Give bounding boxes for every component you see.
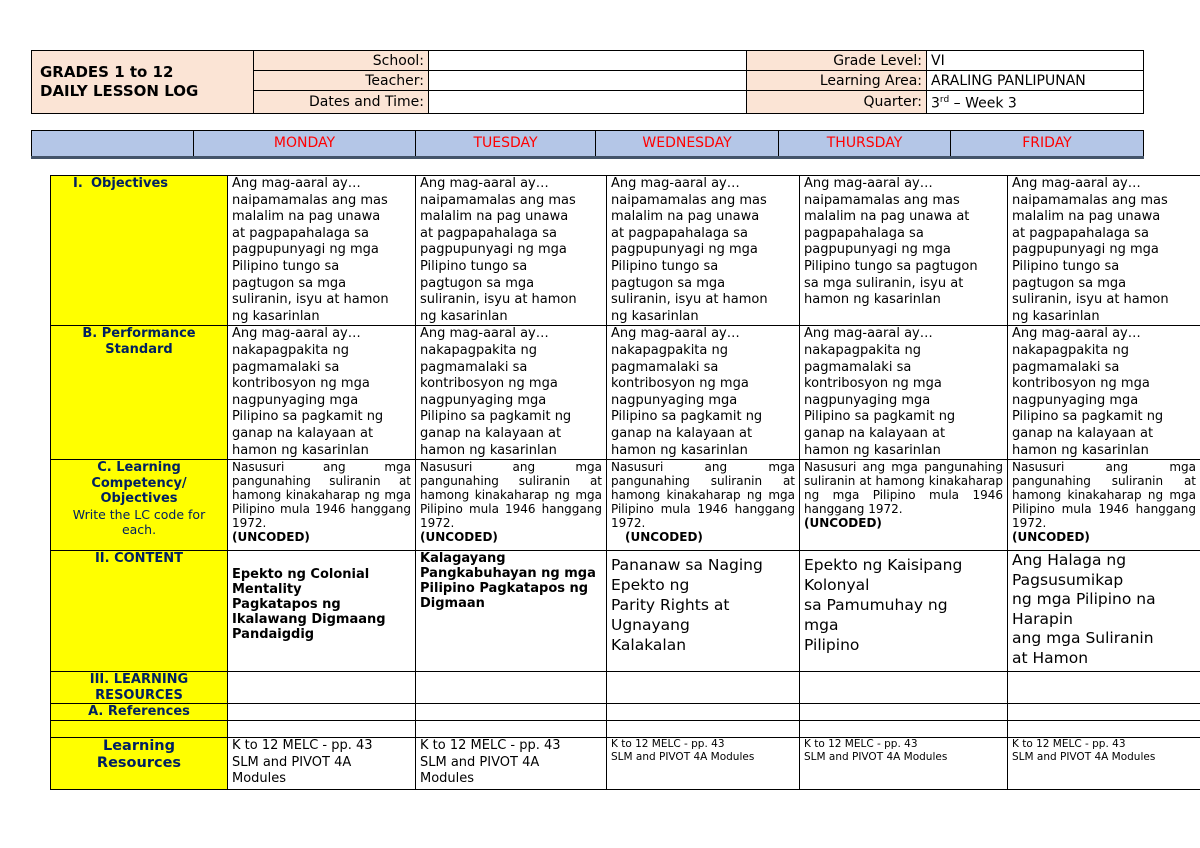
quarter-number: 3 — [931, 95, 940, 112]
references-monday[interactable] — [228, 704, 416, 721]
references-tuesday[interactable] — [416, 704, 607, 721]
content-label: II. CONTENT — [51, 551, 228, 672]
cell-text: K to 12 MELC - pp. 43 SLM and PIVOT 4A Modules — [232, 738, 373, 787]
content-friday[interactable] — [1008, 551, 1200, 672]
learning-resources-friday[interactable] — [1008, 738, 1200, 790]
teacher-field[interactable] — [429, 71, 747, 91]
cell-text: Ang mag-aaral ay… naipamamalas ang mas malalim na pag unawa at pagpapahalaga sa pagpupunyagi ng mga Pilipino tungo sa pagtugon sa mga suliranin, isyu at hamon ng kasarinlan — [232, 176, 389, 324]
learning-area-value[interactable]: ARALING PANLIPUNAN — [927, 71, 1144, 91]
objectives-friday[interactable] — [1008, 176, 1200, 326]
day-monday: MONDAY — [194, 131, 416, 158]
day-friday: FRIDAY — [951, 131, 1144, 158]
cell-text: K to 12 MELC - pp. 43 SLM and PIVOT 4A Modules — [420, 738, 561, 787]
cell-text: Ang Halaga ng Pagsusumikap ng mga Pilipino na Harapin ang mga Suliranin at Hamon — [1012, 551, 1156, 667]
competency-label-text: C. Learning Competency/ Objectives — [91, 460, 187, 507]
grade-level-label: Grade Level: — [747, 51, 927, 71]
resources-heading-friday[interactable] — [1008, 672, 1200, 704]
days-bar — [31, 130, 1144, 159]
learning-area-label: Learning Area: — [747, 71, 927, 91]
page-title — [32, 51, 254, 114]
competency-thursday[interactable] — [800, 460, 1008, 551]
references-row — [51, 704, 1200, 721]
header-table — [31, 50, 1144, 114]
cell-text: Epekto ng Colonial Mentality Pagkatapos ng Ikalawang Digmaang Pandaigdig — [232, 567, 386, 643]
resources-heading-text: III. LEARNING RESOURCES — [89, 672, 189, 703]
competency-tuesday[interactable] — [416, 460, 607, 551]
resources-heading-label — [51, 672, 228, 704]
day-tuesday: TUESDAY — [416, 131, 596, 158]
performance-wednesday[interactable] — [607, 326, 800, 460]
performance-friday[interactable] — [1008, 326, 1200, 460]
lc-code: (UNCODED) — [232, 530, 310, 545]
references-label: A. References — [51, 704, 228, 721]
quarter-week: – Week 3 — [949, 95, 1017, 112]
competency-row — [51, 460, 1200, 551]
cell-text: Ang mag-aaral ay… nakapagpakita ng pagmamalaki sa kontribosyon ng mga nagpunyaging mga Pilipino sa pagkamit ng ganap na kalayaan at hamon ng kasarinlan — [1012, 326, 1164, 458]
learning-resources-monday[interactable] — [228, 738, 416, 790]
references-friday[interactable] — [1008, 704, 1200, 721]
blank-wednesday[interactable] — [607, 721, 800, 738]
objectives-row — [51, 176, 1200, 326]
learning-resources-label — [51, 738, 228, 790]
content-monday[interactable] — [228, 551, 416, 672]
cell-text: Ang mag-aaral ay… nakapagpakita ng pagmamalaki sa kontribosyon ng mga nagpunyaging mga Pilipino sa pagkamit ng ganap na kalayaan at hamon ng kasarinlan — [804, 326, 956, 458]
competency-wednesday[interactable] — [607, 460, 800, 551]
title-text: GRADES 1 to 12 DAILY LESSON LOG — [40, 62, 199, 100]
school-label: School: — [254, 51, 429, 71]
blank-label — [51, 721, 228, 738]
performance-label — [51, 326, 228, 460]
objectives-num: I. — [73, 176, 83, 191]
objectives-title: Objectives — [91, 176, 169, 191]
cell-text: Pananaw sa Naging Epekto ng Parity Rights at Ugnayang Kalakalan — [611, 556, 763, 655]
references-thursday[interactable] — [800, 704, 1008, 721]
competency-label — [51, 460, 228, 551]
resources-heading-wednesday[interactable] — [607, 672, 800, 704]
school-field[interactable] — [429, 51, 747, 71]
blank-friday[interactable] — [1008, 721, 1200, 738]
references-wednesday[interactable] — [607, 704, 800, 721]
cell-text: Ang mag-aaral ay… nakapagpakita ng pagmamalaki sa kontribosyon ng mga nagpunyaging mga Pilipino sa pagkamit ng ganap na kalayaan at hamon ng kasarinlan — [232, 326, 384, 458]
cell-text: K to 12 MELC - pp. 43 SLM and PIVOT 4A Modules — [1012, 738, 1156, 764]
learning-resources-text: Learning Resources — [96, 738, 182, 772]
blank-row — [51, 721, 1200, 738]
day-thursday: THURSDAY — [779, 131, 951, 158]
cell-text: Ang mag-aaral ay… naipamamalas ang mas malalim na pag unawa at pagpapahalaga sa pagpupunyagi ng mga Pilipino tungo sa pagtugon sa mga suliranin, isyu at hamon ng kasarinlan — [420, 176, 577, 324]
lesson-log-grid — [50, 175, 1200, 790]
cell-text: K to 12 MELC - pp. 43 SLM and PIVOT 4A Modules — [804, 738, 948, 764]
resources-heading-monday[interactable] — [228, 672, 416, 704]
lc-code: (UNCODED) — [420, 530, 498, 545]
learning-resources-tuesday[interactable] — [416, 738, 607, 790]
competency-label-note: Write the LC code for each. — [72, 506, 206, 538]
lc-code: (UNCODED) — [625, 530, 703, 545]
quarter-label: Quarter: — [747, 91, 927, 114]
grade-level-value[interactable]: VI — [927, 51, 1144, 71]
cell-text: K to 12 MELC - pp. 43 SLM and PIVOT 4A Modules — [611, 738, 755, 764]
learning-resources-wednesday[interactable] — [607, 738, 800, 790]
teacher-label: Teacher: — [254, 71, 429, 91]
cell-text: Ang mag-aaral ay… nakapagpakita ng pagmamalaki sa kontribosyon ng mga nagpunyaging mga Pilipino sa pagkamit ng ganap na kalayaan at hamon ng kasarinlan — [611, 326, 763, 458]
dates-field[interactable] — [429, 91, 747, 114]
learning-resources-thursday[interactable] — [800, 738, 1008, 790]
performance-tuesday[interactable] — [416, 326, 607, 460]
cell-text: Nasusuri ang mga pangunahing suliranin at hamong kinakaharap ng mga Pilipino mula 1946 hanggang 1972. — [420, 460, 602, 531]
cell-text: Ang mag-aaral ay… nakapagpakita ng pagmamalaki sa kontribosyon ng mga nagpunyaging mga Pilipino sa pagkamit ng ganap na kalayaan at hamon ng kasarinlan — [420, 326, 572, 458]
performance-label-text: B. Performance Standard — [82, 326, 196, 357]
objectives-monday[interactable] — [228, 176, 416, 326]
resources-heading-row — [51, 672, 1200, 704]
content-wednesday[interactable] — [607, 551, 800, 672]
cell-text: Nasusuri ang mga pangunahing suliranin at hamong kinakaharap ng mga Pilipino mula 1946 hanggang 1972. — [1012, 460, 1196, 531]
blank-thursday[interactable] — [800, 721, 1008, 738]
objectives-label — [51, 176, 228, 326]
days-bar-blank — [32, 131, 194, 158]
competency-monday[interactable] — [228, 460, 416, 551]
blank-monday[interactable] — [228, 721, 416, 738]
objectives-wednesday[interactable] — [607, 176, 800, 326]
resources-heading-tuesday[interactable] — [416, 672, 607, 704]
quarter-value[interactable] — [927, 91, 1144, 114]
cell-text: Ang mag-aaral ay… naipamamalas ang mas malalim na pag unawa at pagpapahalaga sa pagpupunyagi ng mga Pilipino tungo sa pagtugon sa mga suliranin, isyu at hamon ng kasarinlan — [1012, 176, 1169, 324]
resources-heading-thursday[interactable] — [800, 672, 1008, 704]
cell-text: Nasusuri ang mga pangunahing suliranin at hamong kinakaharap ng mga Pilipino mula 1946 hanggang 1972. — [804, 460, 1003, 517]
content-thursday[interactable] — [800, 551, 1008, 672]
objectives-tuesday[interactable] — [416, 176, 607, 326]
learning-resources-row — [51, 738, 1200, 790]
cell-text: Nasusuri ang mga pangunahing suliranin at hamong kinakaharap ng mga Pilipino mula 1946 hanggang 1972. — [232, 460, 411, 531]
performance-thursday[interactable] — [800, 326, 1008, 460]
day-wednesday: WEDNESDAY — [596, 131, 779, 158]
performance-row — [51, 326, 1200, 460]
competency-friday[interactable] — [1008, 460, 1200, 551]
blank-tuesday[interactable] — [416, 721, 607, 738]
cell-text: Kalagayang Pangkabuhayan ng mga Pilipino Pagkatapos ng Digmaan — [420, 551, 596, 612]
objectives-thursday[interactable] — [800, 176, 1008, 326]
content-tuesday[interactable] — [416, 551, 607, 672]
content-row — [51, 551, 1200, 672]
lc-code: (UNCODED) — [1012, 530, 1090, 545]
lc-code: (UNCODED) — [804, 516, 882, 531]
cell-text: Nasusuri ang mga pangunahing suliranin at hamong kinakaharap ng mga Pilipino mula 1946 hanggang 1972. — [611, 460, 795, 531]
dates-label: Dates and Time: — [254, 91, 429, 114]
cell-text: Ang mag-aaral ay… naipamamalas ang mas malalim na pag unawa at pagpapahalaga sa pagpupunyagi ng mga Pilipino tungo sa pagtugon sa mga suliranin, isyu at hamon ng kasarinlan — [611, 176, 768, 324]
cell-text: Epekto ng Kaisipang Kolonyal sa Pamumuhay ng mga Pilipino — [804, 556, 963, 655]
cell-text: Ang mag-aaral ay… naipamamalas ang mas malalim na pag unawa at pagpapahalaga sa pagpupunyagi ng mga Pilipino tungo sa pagtugon sa mga suliranin, isyu at hamon ng kasarinlan — [804, 176, 978, 308]
quarter-suffix: rd — [939, 95, 950, 105]
performance-monday[interactable] — [228, 326, 416, 460]
